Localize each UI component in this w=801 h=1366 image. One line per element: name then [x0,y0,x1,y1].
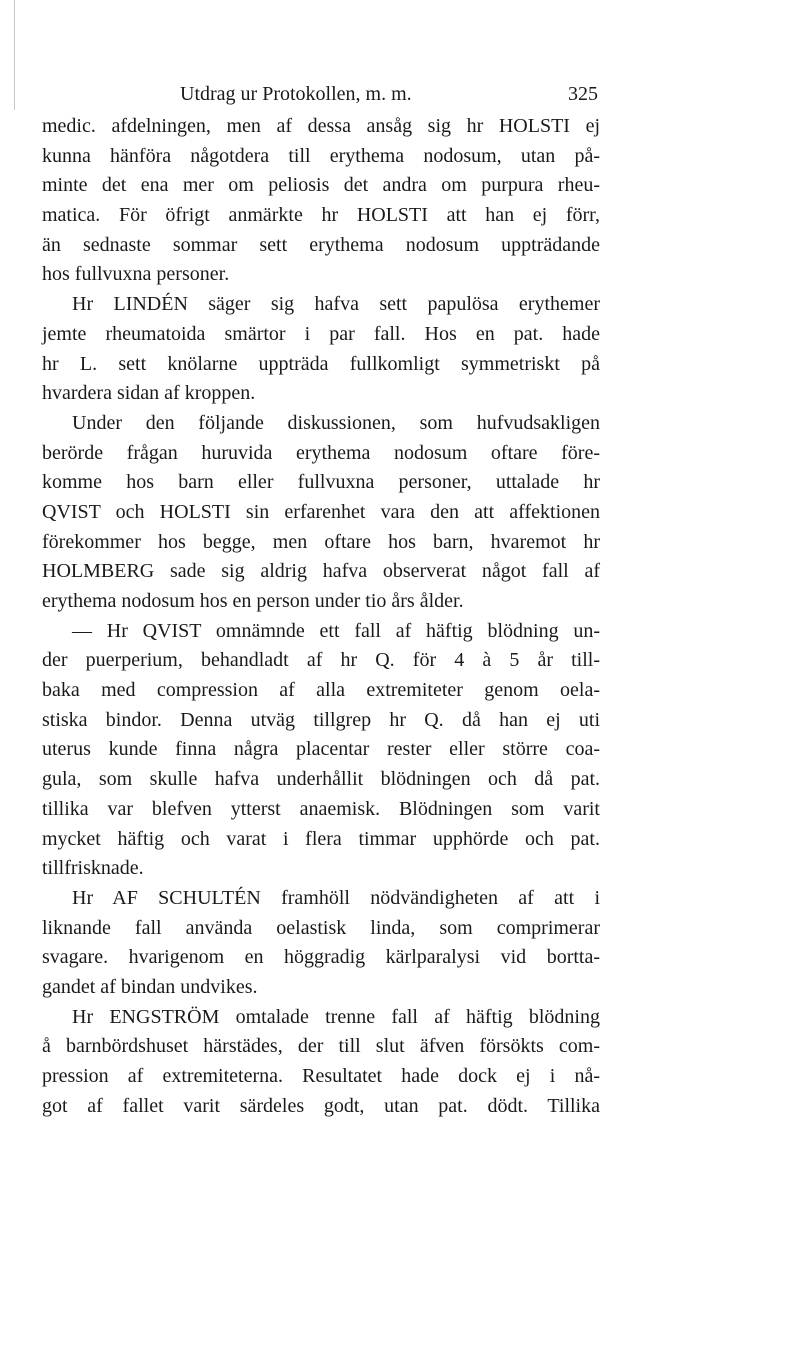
text-line: hos fullvuxna personer. [42,263,230,286]
text-line: — Hr QVIST omnämnde ett fall af häftig blödning un- [72,619,600,642]
text-line: Hr LINDÉN säger sig hafva sett papulösa erythemer [72,293,600,316]
text-line: Under den följande diskussionen, som hufvudsakligen [72,411,600,434]
text-line: medic. afdelningen, men af dessa ansåg sig hr HOLSTI ej [42,115,600,137]
text-line: hvardera sidan af kroppen. [42,382,256,405]
text-line: pression af extremiteterna. Resultatet hade dock ej i nå- [42,1065,600,1087]
body-text [42,112,600,1121]
text-line: svagare. hvarigenom en höggradig kärlparalysi vid bortta- [42,946,600,969]
text-line: komme hos barn eller fullvuxna personer, uttalade hr [42,471,600,494]
text-line: matica. För öfrigt anmärkte hr HOLSTI att han ej förr, [42,204,600,227]
text-line: kunna hänföra någotdera till erythema nodosum, utan på- [42,144,600,167]
text-line: å barnbördshuset härstädes, der till slut äfven försökts com- [42,1035,600,1058]
text-line: jemte rheumatoida smärtor i par fall. Hos en pat. hade [42,322,600,345]
text-line: mycket häftig och varat i flera timmar upphörde och pat. [42,827,600,850]
running-title: Utdrag ur Protokollen, m. m. [180,83,412,105]
text-line: uterus kunde finna några placentar rester eller större coa- [42,738,600,761]
text-line: minte det ena mer om peliosis det andra om purpura rheu- [42,174,600,197]
text-line: got af fallet varit särdeles godt, utan pat. dödt. Tillika [42,1094,600,1117]
page-number: 325 [568,83,598,105]
text-line: hr L. sett knölarne uppträda fullkomligt symmetriskt på [42,352,600,375]
text-line: baka med compression af alla extremiteter genom oela- [42,679,600,702]
text-line: der puerperium, behandladt af hr Q. för 4 à 5 år till- [42,649,600,672]
text-line: tillika var blefven ytterst anaemisk. Blödningen som varit [42,797,600,820]
text-line: berörde frågan huruvida erythema nodosum oftare före- [42,441,600,464]
text-line: Hr ENGSTRÖM omtalade trenne fall af häftig blödning [72,1005,600,1028]
text-line: gula, som skulle hafva underhållit blödningen och då pat. [42,768,600,791]
text-line: liknande fall använda oelastisk linda, som comprimerar [42,916,600,939]
text-line: HOLMBERG sade sig aldrig hafva observerat något fall af [42,560,600,583]
text-line: än sednaste sommar sett erythema nodosum uppträdande [42,233,600,256]
text-line: gandet af bindan undvikes. [42,975,258,998]
text-line: stiska bindor. Denna utväg tillgrep hr Q. då han ej uti [42,708,600,731]
text-line: förekommer hos begge, men oftare hos barn, hvaremot hr [42,530,600,553]
text-line: QVIST och HOLSTI sin erfarenhet vara den att affektionen [42,500,600,523]
page-edge-line [14,0,15,110]
text-line: tillfrisknade. [42,857,144,880]
running-head [150,80,598,108]
text-line: erythema nodosum hos en person under tio års ålder. [42,590,464,612]
text-line: Hr AF SCHULTÉN framhöll nödvändigheten af att i [72,886,600,909]
